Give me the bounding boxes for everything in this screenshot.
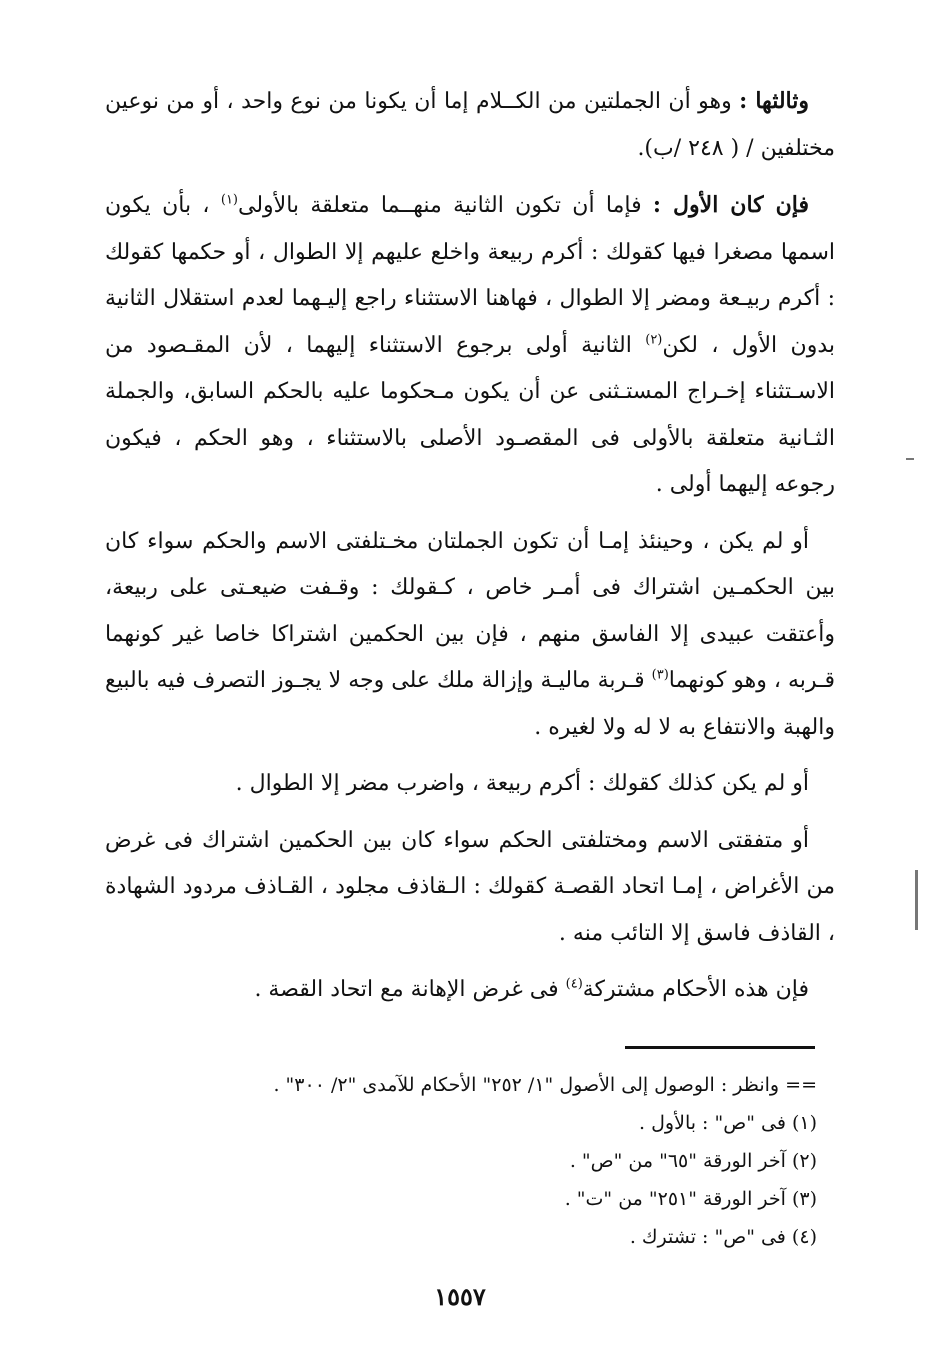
paragraph-text: فإما أن تكون الثانية منهــما متعلقة بالأولى <box>238 193 642 218</box>
page-number: ١٥٥٧ <box>434 1282 486 1311</box>
margin-tick <box>906 458 914 460</box>
footnote-4: (٤) فى "ص" : تشترك . <box>629 1226 817 1248</box>
footnote-ref: (١) <box>220 192 238 208</box>
paragraph-lead: وثالثها : <box>739 88 809 114</box>
paragraph-text: الثانية أولى برجوع الاستثناء إليهما ، لأن المقـصود من الاسـتثناء إخـراج المستـثنى عن أن يكون مـحكوما عليه بالحكم السابق، والجملة الثـانية متعلقة بالأولى فى المقصـود الأصلى بالاستثناء ، وهو الحكم ، فيكون رجوعه إليهما أولى . <box>105 332 835 497</box>
footnote-ref: (٤) <box>565 976 583 992</box>
footnotes <box>105 1066 817 1256</box>
paragraph-1 <box>105 78 835 172</box>
main-text <box>105 78 835 1024</box>
footnote-2: (٢) آخر الورقة "٦٥" من "ص" . <box>569 1150 817 1172</box>
paragraph-5 <box>105 818 835 958</box>
paragraph-lead: فإن كان الأول : <box>652 192 809 218</box>
paragraph-text: وهو أن الجملتين من الكــلام إما أن يكونا من نوع واحد ، أو من نوعين مختلفين / ( ٢٤٨ /ب). <box>105 89 835 161</box>
paragraph-3 <box>105 519 835 752</box>
paragraph-text: ، بأن يكون اسمها مصغرا فيها كقولك : أكرم ربيعة واخلع عليهم إلا الطوال ، أو حكمها كقولك : أكرم ربيـعة ومضر إلا الطوال ، فهاهنا الاستثناء راجع إليـهما لعدم استقلال الثانية بدون الأول ، لكن <box>105 193 835 358</box>
paragraph-text: فى غرض الإهانة مع اتحاد القصة . <box>254 977 559 1002</box>
paragraph-text: أو لم يكن كذلك كقولك : أكرم ربيعة ، واضرب مضر إلا الطوال . <box>235 771 809 796</box>
paragraph-4 <box>105 761 835 808</box>
paragraph-text: فإن هذه الأحكام مشتركة <box>582 977 809 1002</box>
paragraph-text: أو متفقتى الاسم ومختلفتى الحكم سواء كان بين الحكمين اشتراك فى غرض من الأغراض ، إمـا اتحاد القصـة كقولك : الـقاذف مجلود ، القـاذف مردود الشهادة ، القاذف فاسق إلا التائب منه . <box>105 827 835 946</box>
paragraph-text: قـربة ماليـة وإزالة ملك على وجه لا يجـوز التصرف فيه بالبيع والهبة والانتفاع به لا له ولا لغيره . <box>105 668 835 740</box>
footnote-1: (١) فى "ص" : بالأول . <box>639 1112 817 1134</box>
margin-line <box>915 870 918 930</box>
footnote-divider <box>625 1046 815 1049</box>
footnote-3: (٣) آخر الورقة "٢٥١" من "ت" . <box>564 1188 817 1210</box>
footnote-ref: (٣) <box>651 667 669 683</box>
paragraph-text: أو لم يكن ، وحينئذ إمـا أن تكون الجملتان مخـتلفتى الاسم والحكم سواء كان بين الحكمـين اشتراك فى أمـر خاص ، كـقولك : وقـفت ضيعـتى على ربيعة، وأعتقت عبيدى إلا الفاسق منهم ، فإن بين الحكمين اشتراكا خاصا غير كونهما قـربه ، وهو كونهما <box>105 528 835 693</box>
paragraph-2 <box>105 182 835 509</box>
footnote-continuation: == وانظر : الوصول إلى الأصول "١/ ٢٥٢" الأحكام للآمدى "٢/ ٣٠٠" . <box>273 1074 817 1096</box>
footnote-ref: (٢) <box>645 332 663 348</box>
paragraph-6 <box>105 967 835 1014</box>
